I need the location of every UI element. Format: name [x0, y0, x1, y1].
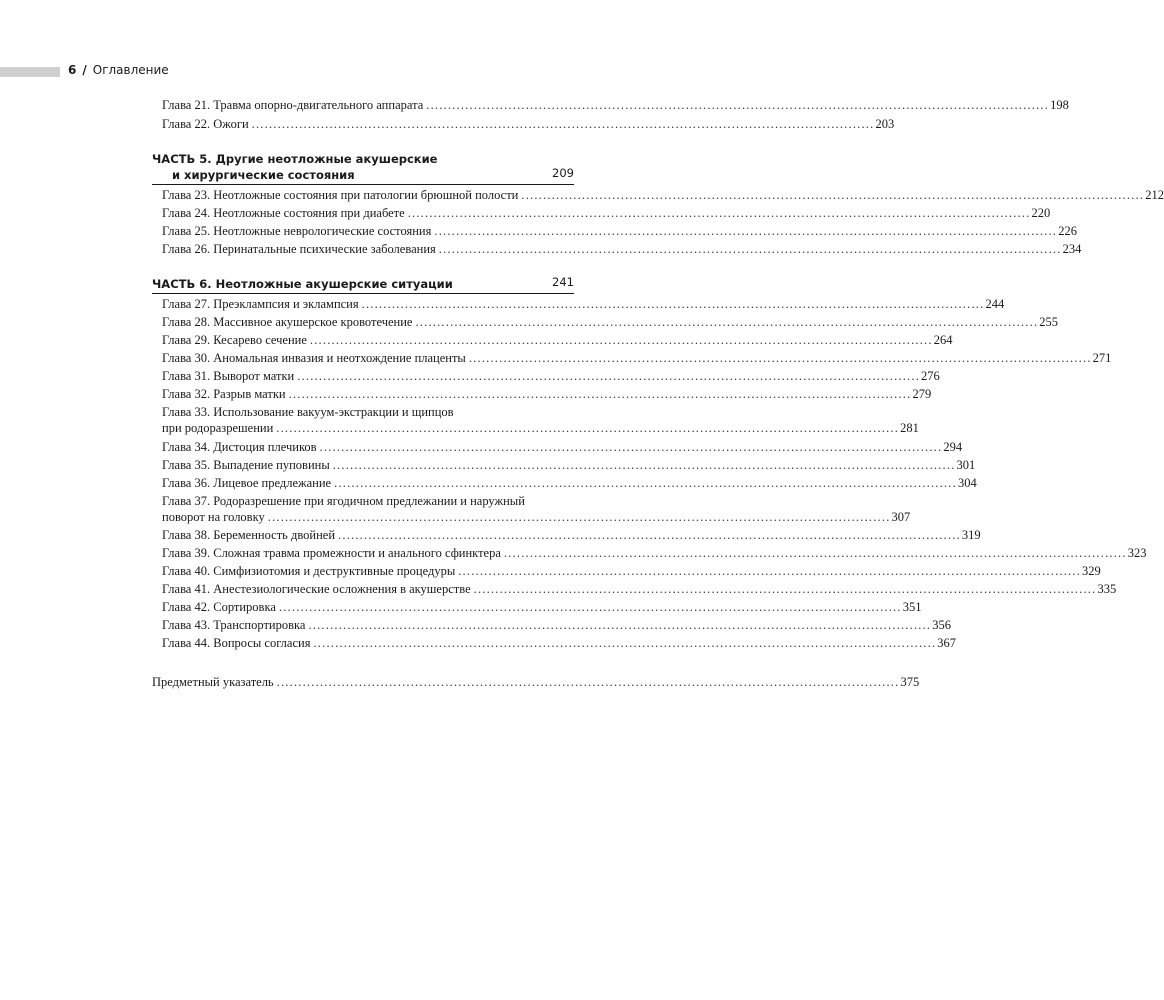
leader-dots: ................................................................................................................................................	[332, 458, 956, 472]
leader-dots: ................................................................................................................................................	[278, 600, 902, 614]
running-header	[68, 63, 169, 77]
toc-entry-index[interactable]	[152, 674, 920, 690]
toc-entry-page: 301	[956, 458, 976, 472]
part-page: 241	[552, 275, 574, 289]
toc-entry[interactable]	[162, 187, 1164, 203]
leader-dots: ................................................................................................................................................	[313, 636, 937, 650]
leader-dots: ................................................................................................................................................	[297, 369, 921, 383]
toc-entry-label: Глава 39. Сложная травма промежности и анального сфинктера	[162, 546, 501, 560]
toc-entry[interactable]	[162, 296, 1005, 312]
toc-entry-label: Глава 34. Дистоция плечиков	[162, 440, 317, 454]
leader-dots: ................................................................................................................................................	[361, 297, 985, 311]
toc-entry[interactable]	[162, 527, 981, 543]
toc-entry[interactable]	[162, 332, 953, 348]
toc-entry-label: Глава 35. Выпадение пуповины	[162, 458, 330, 472]
leader-dots: ................................................................................................................................................	[308, 618, 932, 632]
part-title-line: ЧАСТЬ 5. Другие неотложные акушерские	[152, 152, 438, 166]
leader-dots: ................................................................................................................................................	[407, 206, 1031, 220]
header-accent-bar	[0, 67, 60, 77]
leader-dots: ................................................................................................................................................	[309, 333, 933, 347]
toc-entry-page: 226	[1058, 224, 1077, 238]
toc-entry-page: 304	[957, 476, 977, 490]
toc-entry[interactable]	[162, 545, 1147, 561]
toc-entry-page: 329	[1082, 564, 1101, 578]
toc-entry-page: 255	[1039, 315, 1059, 329]
toc-entry-label: Глава 28. Массивное акушерское кровотечение	[162, 315, 413, 329]
toc-entry-label: Глава 42. Сортировка	[162, 600, 276, 614]
toc-entry[interactable]	[162, 205, 1051, 221]
toc-entry-label: Глава 36. Лицевое предлежание	[162, 476, 332, 490]
toc-entry-page: 234	[1062, 242, 1082, 256]
toc-entry-label: Глава 24. Неотложные состояния при диабете	[162, 206, 405, 220]
toc-entry-page: 356	[932, 618, 952, 632]
part-title-line: ЧАСТЬ 6. Неотложные акушерские ситуации	[152, 277, 453, 291]
toc-entry-label: Глава 43. Транспортировка	[162, 618, 306, 632]
toc-entry-page: 367	[937, 636, 957, 650]
header-page-number: 6	[68, 63, 77, 77]
header-title: Оглавление	[92, 63, 169, 77]
toc-entry-label: Предметный указатель	[152, 675, 274, 689]
leader-dots: ................................................................................................................................................	[473, 582, 1097, 596]
leader-dots: ................................................................................................................................................	[319, 440, 943, 454]
toc-entry-page: 323	[1127, 546, 1147, 560]
toc-entry-page: 220	[1031, 206, 1051, 220]
toc-entry-label: Глава 41. Анестезиологические осложнения в акушерстве	[162, 582, 471, 596]
toc-entry[interactable]	[162, 457, 976, 473]
leader-dots: ................................................................................................................................................	[468, 351, 1092, 365]
toc-entry-page: 335	[1097, 582, 1117, 596]
part-heading[interactable]	[152, 276, 574, 292]
toc-entry-page: 375	[900, 675, 920, 689]
toc-entry-label: Глава 38. Беременность двойней	[162, 528, 336, 542]
toc-entry[interactable]	[162, 241, 1082, 257]
leader-dots: ................................................................................................................................................	[438, 242, 1062, 256]
part-heading[interactable]	[152, 151, 574, 183]
toc-entry-page: 212	[1145, 188, 1164, 202]
toc-entry-label: Глава 37. Родоразрешение при ягодичном предлежании и наружный	[162, 494, 525, 508]
toc-entry-label: Глава 31. Выворот матки	[162, 369, 295, 383]
toc-entry[interactable]	[162, 493, 911, 525]
leader-dots: ................................................................................................................................................	[503, 546, 1127, 560]
toc-entry[interactable]	[162, 581, 1117, 597]
toc-entry-label: Глава 33. Использование вакуум-экстракции и щипцов	[162, 405, 454, 419]
part-rule	[152, 293, 574, 294]
toc-entry[interactable]	[162, 368, 940, 384]
toc-entry-label: при родоразрешении	[162, 421, 274, 435]
leader-dots: ................................................................................................................................................	[334, 476, 957, 490]
toc-entry[interactable]	[162, 386, 932, 402]
toc-entry-label: Глава 21. Травма опорно-двигательного аппарата	[162, 98, 424, 112]
toc-entry[interactable]	[162, 223, 1077, 239]
toc-entry-label: Глава 27. Преэклампсия и эклампсия	[162, 297, 359, 311]
toc-entry-page: 351	[902, 600, 922, 614]
part-rule	[152, 184, 574, 185]
toc-entry-page: 307	[891, 510, 911, 524]
leader-dots: ................................................................................................................................................	[338, 528, 961, 542]
toc-entry[interactable]	[162, 599, 922, 615]
toc-entry-page: 198	[1050, 98, 1069, 112]
toc-entry-page: 276	[921, 369, 940, 383]
toc-entry[interactable]	[162, 350, 1112, 366]
toc-entry-label: Глава 23. Неотложные состояния при патологии брюшной полости	[162, 188, 519, 202]
toc-entry[interactable]	[162, 314, 1059, 330]
leader-dots: ................................................................................................................................................	[288, 387, 912, 401]
leader-dots: ................................................................................................................................................	[426, 98, 1050, 112]
toc-entry-page: 279	[912, 387, 932, 401]
leader-dots: ................................................................................................................................................	[434, 224, 1058, 238]
toc-entry[interactable]	[162, 97, 1069, 113]
toc-entry-label: Глава 40. Симфизиотомия и деструктивные процедуры	[162, 564, 456, 578]
toc-entry[interactable]	[162, 617, 952, 633]
toc-entry[interactable]	[162, 116, 895, 132]
part-page: 209	[552, 166, 574, 180]
toc-entry-label: Глава 25. Неотложные неврологические состояния	[162, 224, 432, 238]
toc-entry-label: Глава 30. Аномальная инвазия и неотхождение плаценты	[162, 351, 466, 365]
toc-entry-page: 281	[900, 421, 919, 435]
toc-entry-page: 244	[985, 297, 1005, 311]
toc-entry-page: 294	[943, 440, 963, 454]
leader-dots: ................................................................................................................................................	[251, 117, 875, 131]
leader-dots: ................................................................................................................................................	[276, 421, 900, 435]
toc-entry-label: Глава 44. Вопросы согласия	[162, 636, 311, 650]
toc-entry-page: 271	[1092, 351, 1112, 365]
toc-entry[interactable]	[162, 404, 919, 436]
toc-entry[interactable]	[162, 475, 977, 491]
header-separator: /	[82, 63, 87, 77]
leader-dots: ................................................................................................................................................	[521, 188, 1145, 202]
toc-entry[interactable]	[162, 439, 963, 455]
toc-entry-label: Глава 26. Перинатальные психические заболевания	[162, 242, 436, 256]
toc-entry-label: Глава 29. Кесарево сечение	[162, 333, 307, 347]
toc-entry-page: 203	[875, 117, 895, 131]
leader-dots: ................................................................................................................................................	[267, 510, 891, 524]
toc-entry-page: 264	[933, 333, 953, 347]
toc-entry[interactable]	[162, 635, 957, 651]
leader-dots: ................................................................................................................................................	[276, 675, 900, 689]
toc-entry-page: 319	[961, 528, 981, 542]
part-title-line: и хирургические состояния	[172, 168, 355, 182]
toc-entry-label: Глава 22. Ожоги	[162, 117, 249, 131]
toc-entry-label: Глава 32. Разрыв матки	[162, 387, 286, 401]
toc-entry[interactable]	[162, 563, 1101, 579]
leader-dots: ................................................................................................................................................	[458, 564, 1082, 578]
toc-entry-label: поворот на головку	[162, 510, 265, 524]
leader-dots: ................................................................................................................................................	[415, 315, 1039, 329]
